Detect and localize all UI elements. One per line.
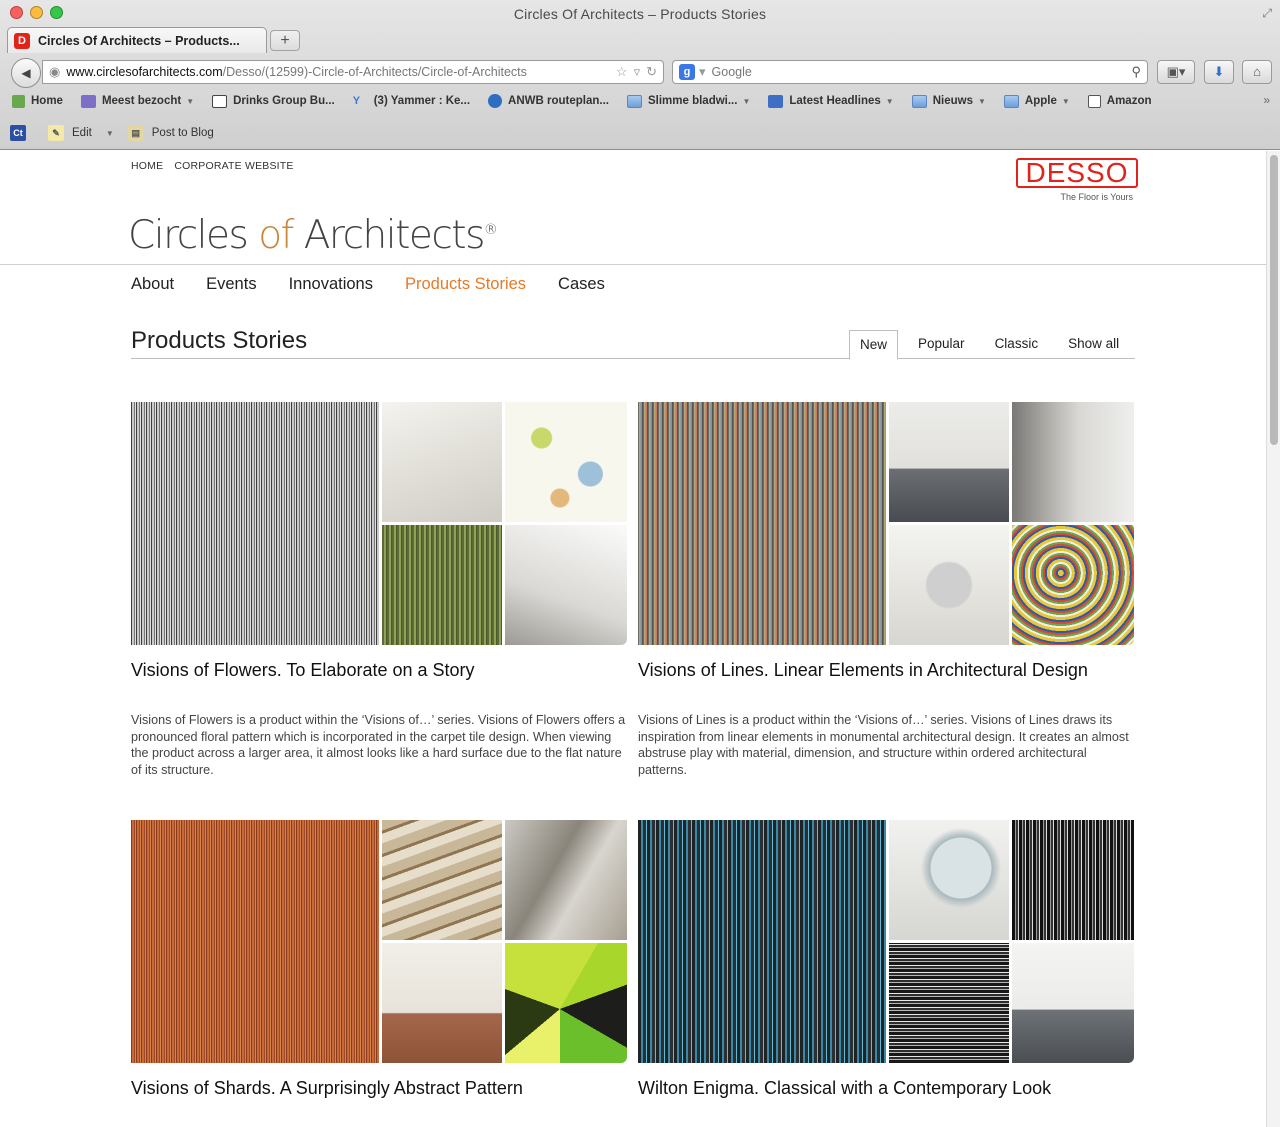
bookmark-meest-bezocht[interactable]: Meest bezocht ▼ (81, 95, 194, 108)
search-icon[interactable]: ⚲ (1131, 64, 1141, 79)
web-page (0, 151, 1266, 1127)
card-description: Visions of Flowers is a product within the ‘Visions of…’ series. Visions of Flowers offers a pronounced floral pattern which is incorporated in the carpet tile design. When viewing the product across a larger area, it almost looks like a hard surface due to the flat nature of its structure. (131, 713, 626, 777)
bookmarks-button[interactable]: ▣▾ (1157, 60, 1195, 84)
home-button[interactable]: ⌂ (1242, 60, 1272, 84)
rss-icon (768, 95, 783, 108)
orange-carpet-image[interactable] (131, 820, 379, 1063)
window-title: Circles Of Architects – Products Stories (513, 6, 767, 22)
image-mosaic[interactable] (638, 402, 1134, 645)
line-pattern-image[interactable] (1012, 525, 1134, 645)
post-to-blog-button[interactable]: ▤ Post to Blog (128, 125, 214, 141)
bookmark-amazon[interactable]: Amazon (1088, 95, 1152, 108)
search-input[interactable]: Google (711, 65, 752, 79)
utility-links (131, 160, 294, 172)
edit-button[interactable]: ✎ Edit ▼ (48, 125, 114, 141)
desk-interior-image[interactable] (1012, 943, 1134, 1063)
yammer-icon: Y (352, 94, 361, 107)
folder-icon (627, 95, 642, 108)
main-navigation (131, 275, 637, 294)
vertical-scrollbar[interactable] (1266, 151, 1280, 1127)
wooden-roof-image[interactable] (382, 820, 502, 940)
bookmark-anwb[interactable]: ANWB routeplan... (488, 94, 609, 108)
nav-events[interactable]: Events (206, 275, 257, 293)
bookmark-slimme-bladwijzers[interactable]: Slimme bladwi... ▼ (627, 95, 750, 108)
chevron-down-icon: ▼ (105, 128, 114, 138)
edit-icon: ✎ (48, 125, 64, 141)
ornate-ceiling-image[interactable] (382, 402, 502, 522)
bookmark-latest-headlines[interactable]: Latest Headlines ▼ (768, 95, 893, 108)
reload-icon[interactable]: ↻ (646, 64, 657, 79)
tab-label: Circles Of Architects – Products... (38, 33, 240, 48)
bookmark-nieuws[interactable]: Nieuws ▼ (912, 95, 986, 108)
column-image[interactable] (1012, 402, 1134, 522)
chevron-down-icon: ▼ (186, 96, 195, 106)
nav-about[interactable]: About (131, 275, 175, 293)
tab-classic[interactable]: Classic (994, 336, 1039, 351)
amazon-icon (1088, 95, 1101, 108)
tab-bar (0, 27, 1280, 53)
card-title[interactable]: Visions of Flowers. To Elaborate on a Story (131, 660, 475, 680)
home-link[interactable]: HOME (131, 160, 164, 172)
pipe-detail-image[interactable] (505, 820, 627, 940)
woven-carpet-image[interactable] (889, 943, 1009, 1063)
bookmarks-bar (0, 90, 1280, 112)
office-interior-image[interactable] (382, 943, 502, 1063)
brand-tagline: The Floor is Yours (1060, 192, 1133, 202)
header-divider (0, 264, 1266, 265)
page-title: Products Stories (131, 327, 308, 354)
search-engine-dropdown-icon[interactable]: ▾ (699, 64, 706, 79)
history-dropdown-icon[interactable]: ▿ (633, 64, 641, 79)
url-text[interactable]: www.circlesofarchitects.com/Desso/(12599)-Circle-of-Architects/Circle-of-Architects (66, 65, 527, 79)
folder-icon (81, 95, 96, 108)
ct-toolbar-button[interactable] (10, 125, 34, 141)
blog-icon: ▤ (128, 125, 144, 141)
search-bar[interactable] (672, 60, 1148, 84)
striped-carpet-image[interactable] (638, 402, 886, 645)
desso-logo-text: DESSO (1025, 157, 1129, 188)
floral-sketch-image[interactable] (505, 402, 627, 522)
addon-toolbar (0, 120, 1280, 146)
folder-icon (1004, 95, 1019, 108)
corporate-website-link[interactable]: CORPORATE WEBSITE (174, 160, 294, 172)
image-mosaic[interactable] (638, 820, 1134, 1063)
chandelier-image[interactable] (889, 525, 1009, 645)
scrollbar-thumb[interactable] (1270, 155, 1278, 445)
back-button[interactable]: ◀ (11, 58, 41, 88)
downloads-button[interactable]: ⬇ (1204, 60, 1234, 84)
image-mosaic[interactable] (131, 402, 627, 645)
google-icon[interactable]: g (679, 64, 695, 80)
chandelier-image[interactable] (505, 525, 627, 645)
title-bar (0, 0, 1280, 27)
anwb-icon (488, 94, 502, 108)
nav-innovations[interactable]: Innovations (288, 275, 373, 293)
empty-room-image[interactable] (889, 402, 1009, 522)
chevron-down-icon: ▼ (977, 96, 986, 106)
nav-products-stories[interactable]: Products Stories (404, 275, 527, 293)
card-description: Visions of Lines is a product within the ‘Visions of…’ series. Visions of Lines draws its inspiration from linear elements in monumental architectural design. It creates an almost abstruse play with material, dimension, and structure within ordered architectural patterns. (638, 713, 1129, 777)
new-tab-button[interactable]: + (270, 30, 300, 51)
navigation-bar (0, 55, 1280, 89)
tab-popular[interactable]: Popular (918, 336, 965, 351)
card-title[interactable]: Visions of Lines. Linear Elements in Architectural Design (638, 660, 1088, 680)
bookmark-star-icon[interactable]: ☆ (615, 64, 628, 79)
dark-carpet-image[interactable] (638, 820, 886, 1063)
tab-new[interactable]: New (849, 330, 898, 360)
card-title[interactable]: Visions of Shards. A Surprisingly Abstract Pattern (131, 1078, 523, 1098)
filter-tabs (849, 330, 1139, 360)
browser-chrome (0, 0, 1280, 150)
image-mosaic[interactable] (131, 820, 627, 1063)
more-bookmarks-icon[interactable]: » (1263, 93, 1270, 107)
bookmark-drinks-group[interactable]: Drinks Group Bu... (212, 95, 335, 108)
black-carpet-image[interactable] (1012, 820, 1134, 940)
desso-favicon-icon: D (14, 33, 30, 49)
bookmark-apple[interactable]: Apple ▼ (1004, 95, 1070, 108)
site-logo[interactable]: Circles of Architects® (128, 213, 498, 258)
bookmark-yammer[interactable]: Y (3) Yammer : Ke... (352, 94, 471, 107)
tab-circles-of-architects[interactable] (7, 27, 267, 53)
home-icon (12, 95, 25, 108)
chevron-down-icon: ▼ (885, 96, 894, 106)
round-window-image[interactable] (889, 820, 1009, 940)
fullscreen-icon[interactable]: ⤢ (1262, 6, 1272, 20)
globe-icon: ◉ (49, 64, 61, 79)
chevron-down-icon: ▼ (742, 96, 751, 106)
tab-show-all[interactable]: Show all (1068, 336, 1120, 351)
folder-icon (912, 95, 927, 108)
chevron-down-icon: ▼ (1061, 96, 1070, 106)
desso-logo[interactable] (1016, 158, 1138, 188)
page-icon (212, 95, 227, 108)
ct-icon: Ct (10, 125, 26, 141)
card-title[interactable]: Wilton Enigma. Classical with a Contemporary Look (638, 1078, 1052, 1098)
shard-pattern-image[interactable] (505, 943, 627, 1063)
nav-cases[interactable]: Cases (558, 275, 605, 293)
carpet-texture-image[interactable] (131, 402, 379, 645)
bookmark-home[interactable]: Home (12, 95, 63, 108)
address-bar[interactable] (42, 60, 664, 84)
green-carpet-image[interactable] (382, 525, 502, 645)
